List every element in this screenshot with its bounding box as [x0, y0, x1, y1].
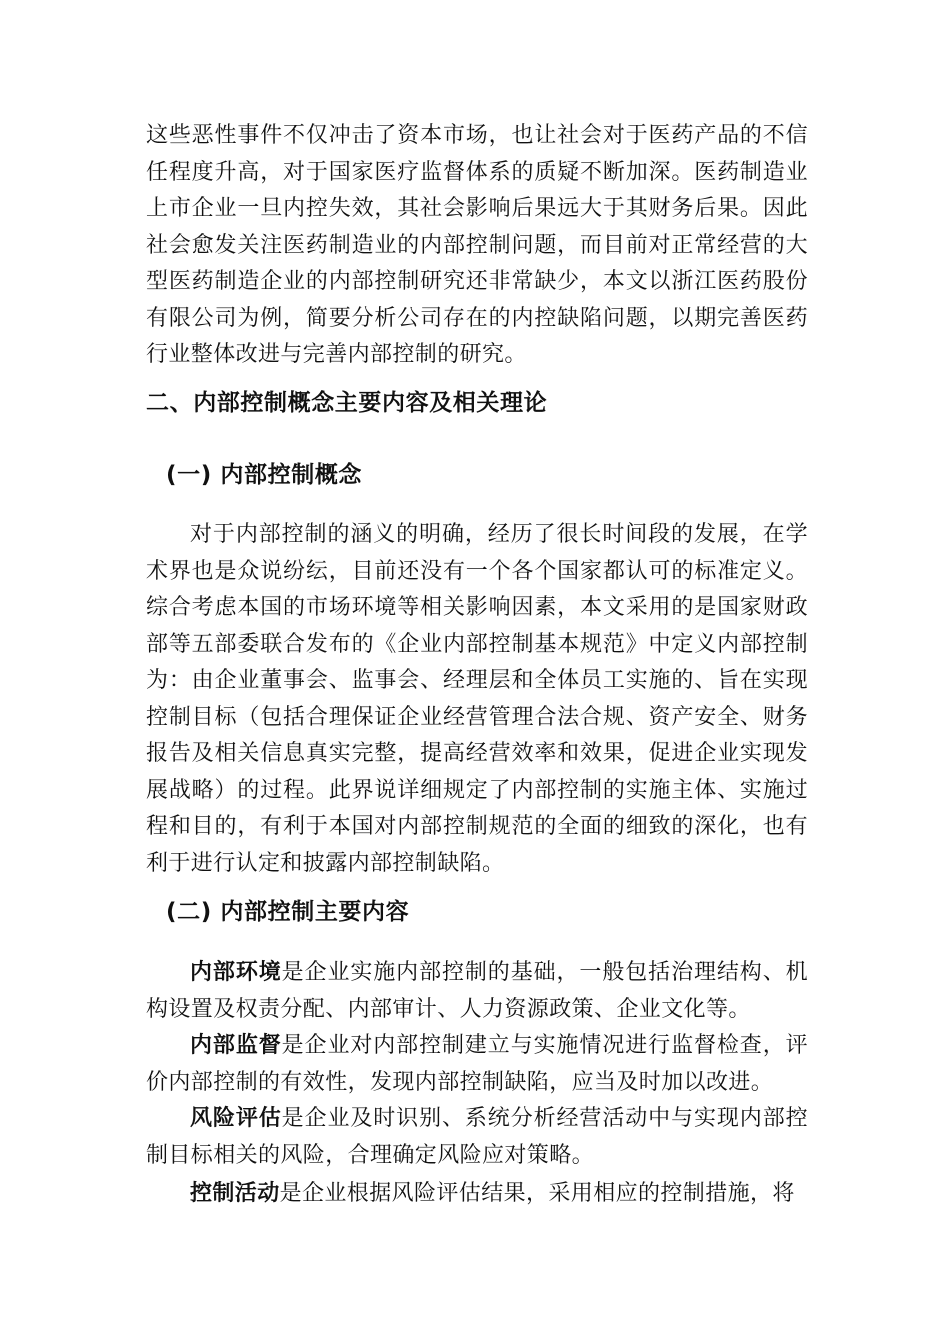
element-text: 是企业根据风险评估结果，采用相应的控制措施，将: [279, 1181, 795, 1206]
element-internal-supervision: [146, 1028, 808, 1101]
subsection-heading-1: (一) 内部控制概念: [166, 462, 363, 488]
element-risk-assessment: [146, 1101, 808, 1174]
element-text: 是企业实施内部控制的基础，一般包括治理结构、机构设置及权责分配、内部审计、人力资源政策、企业文化等。: [146, 960, 809, 1022]
element-term: 控制活动: [190, 1181, 280, 1206]
element-term: 内部环境: [190, 960, 282, 985]
subsection-heading-2: (二) 内部控制主要内容: [166, 899, 410, 925]
element-text: 是企业对内部控制建立与实施情况进行监督检查，评价内部控制的有效性，发现内部控制缺陷，应当及时加以改进。: [146, 1033, 809, 1095]
element-term: 风险评估: [190, 1106, 282, 1131]
element-control-activities: [146, 1176, 808, 1213]
section-heading: 二、内部控制概念主要内容及相关理论: [146, 390, 548, 416]
element-term: 内部监督: [190, 1033, 282, 1058]
intro-paragraph: 这些恶性事件不仅冲击了资本市场，也让社会对于医药产品的不信任程度升高，对于国家医疗监督体系的质疑不断加深。医药制造业上市企业一旦内控失效，其社会影响后果远大于其财务后果。因此社会愈发关注医药制造业的内部控制问题，而目前对正常经营的大型医药制造企业的内部控制研究还非常缺少，本文以浙江医药股份有限公司为例，简要分析公司存在的内控缺陷问题，以期完善医药行业整体改进与完善内部控制的研究。: [146, 123, 808, 367]
definition-paragraph: 对于内部控制的涵义的明确，经历了很长时间段的发展，在学术界也是众说纷纭，目前还没有一个各个国家都认可的标准定义。综合考虑本国的市场环境等相关影响因素，本文采用的是国家财政部等五部委联合发布的《企业内部控制基本规范》中定义内部控制为：由企业董事会、监事会、经理层和全体员工实施的、旨在实现控制目标（包括合理保证企业经营管理合法合规、资产安全、财务报告及相关信息真实完整，提高经营效率和效果，促进企业实现发展战略）的过程。此界说详细规定了内部控制的实施主体、实施过程和目的，有利于本国对内部控制规范的全面的细致的深化，也有利于进行认定和披露内部控制缺陷。: [146, 522, 808, 876]
element-internal-environment: [146, 955, 808, 1028]
element-text: 是企业及时识别、系统分析经营活动中与实现内部控制目标相关的风险，合理确定风险应对策略。: [146, 1106, 809, 1168]
